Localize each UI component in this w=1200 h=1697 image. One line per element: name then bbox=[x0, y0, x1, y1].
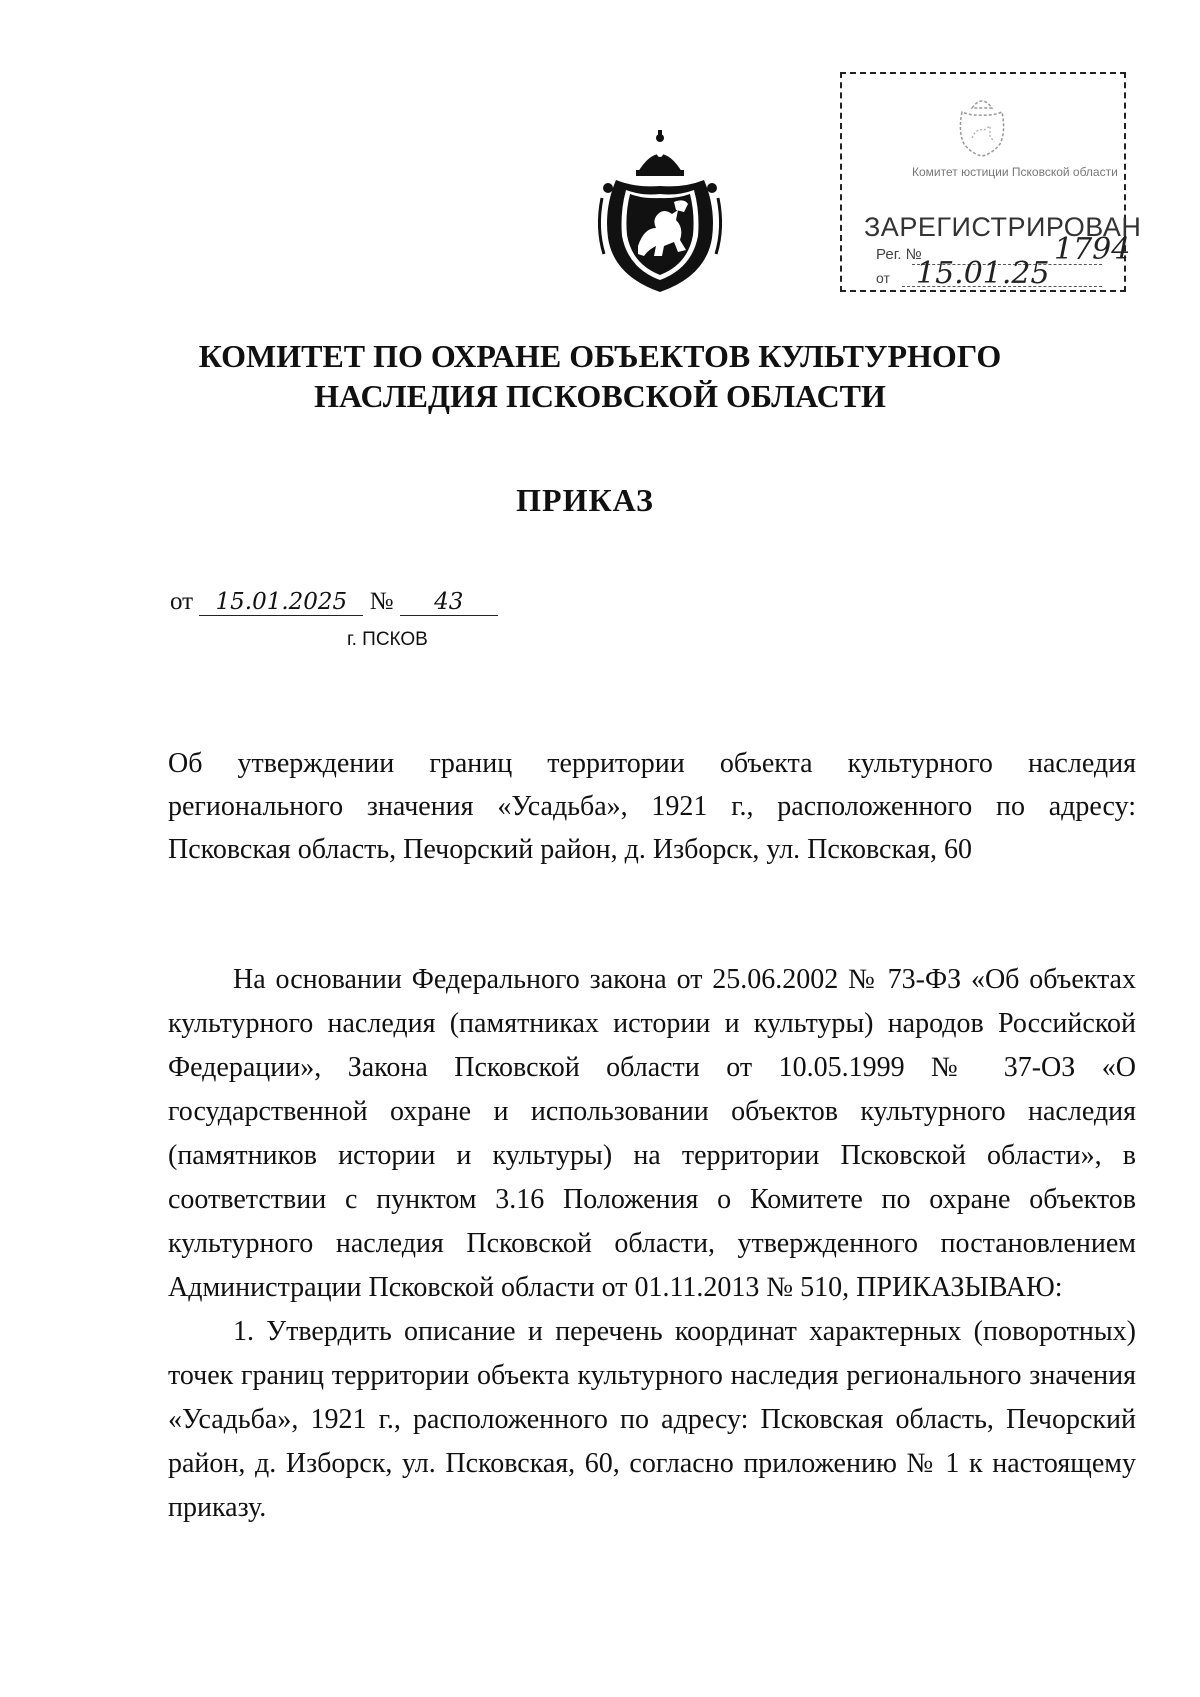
date-label: от bbox=[170, 588, 194, 615]
stamp-date: 15.01.25 bbox=[916, 256, 1050, 291]
registration-stamp bbox=[840, 72, 1142, 292]
stamp-reg-label: Рег. № bbox=[876, 246, 922, 263]
number-label: № bbox=[369, 588, 394, 615]
stamp-date-label: от bbox=[876, 270, 890, 286]
stamp-date-line bbox=[902, 286, 1102, 287]
order-city: г. ПСКОВ bbox=[347, 629, 428, 650]
stamp-heading: ЗАРЕГИСТРИРОВАН bbox=[864, 212, 1142, 242]
order-subject: Об утверждении границ территории объекта культурного наследия регионального значения «Усадьба», 1921 г., расположенного по адресу: Псковская область, Печорский район, д. Изборск, ул. Псковская, 60 bbox=[168, 748, 1136, 865]
organization-name bbox=[0, 336, 1200, 416]
order-number: 43 bbox=[400, 589, 498, 616]
order-body bbox=[168, 958, 1136, 1530]
stamp-org-line: Комитет юстиции Псковской области bbox=[912, 165, 1118, 179]
document-type: ПРИКАЗ bbox=[516, 482, 654, 518]
order-date: 15.01.2025 bbox=[199, 589, 363, 616]
pskov-coat-of-arms-icon bbox=[594, 128, 726, 296]
order-preamble: На основании Федерального закона от 25.06.2002 № 73-ФЗ «Об объектах культурного наследия (памятниках истории и культуры) народов Российской Федерации», Закона Псковской области от 10.05.1999 № 37-ОЗ «О государственной охране и использовании объектов культурного наследия (памятников истории и культуры) на территории Псковской области», в соответствии с пунктом 3.16 Положения о Комитете по охране объектов культурного наследия Псковской области, утвержденного постановлением Администрации Псковской области от 01.11.2013 № 510, ПРИКАЗЫВАЮ: bbox=[168, 964, 1136, 1303]
organization-line-1: КОМИТЕТ ПО ОХРАНЕ ОБЪЕКТОВ КУЛЬТУРНОГО bbox=[198, 338, 1002, 374]
stamp-reg-number: 1794 bbox=[1054, 232, 1131, 267]
order-item-1: 1. Утвердить описание и перечень координат характерных (поворотных) точек границ территории объекта культурного наследия регионального значения «Усадьба», 1921 г., расположенного по адресу: Псковская область, Печорский район, д. Изборск, ул. Псковская, 60, согласно приложению № 1 к настоящему приказу. bbox=[168, 1316, 1136, 1523]
organization-line-2: НАСЛЕДИЯ ПСКОВСКОЙ ОБЛАСТИ bbox=[314, 378, 886, 414]
stamp-emblem-icon bbox=[952, 92, 1012, 158]
order-date-number bbox=[170, 588, 498, 616]
